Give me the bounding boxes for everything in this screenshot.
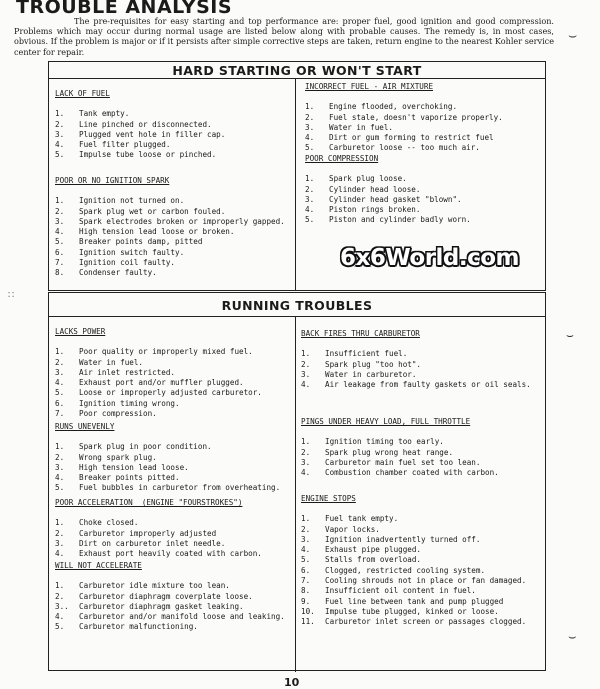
- list-item: [301, 370, 531, 380]
- list-item: [301, 597, 526, 607]
- engine-stops-section: [301, 494, 526, 628]
- list-item: [55, 399, 262, 409]
- item-number: 3.: [55, 216, 65, 226]
- list-item: [305, 174, 471, 184]
- item-number: 3.: [301, 369, 311, 379]
- item-number: 4.: [301, 468, 311, 478]
- item-number: 6.: [55, 247, 65, 257]
- scan-mark-icon: ⌣: [568, 28, 578, 44]
- item-number: 3.: [305, 122, 315, 132]
- lack-of-fuel-section: [55, 89, 225, 161]
- item-number: 4.: [55, 227, 65, 237]
- hard-starting-title: HARD STARTING OR WON'T START: [172, 63, 422, 78]
- item-number: 3.: [55, 538, 65, 548]
- item-number: 4.: [55, 549, 65, 559]
- list-item: [55, 109, 225, 119]
- item-number: 3.: [55, 367, 65, 377]
- item-text: Spark plug "too hot".: [325, 359, 422, 369]
- list-item: [55, 120, 225, 130]
- item-text: Impulse tube plugged, kinked or loose.: [325, 606, 499, 616]
- item-text: Wrong spark plug.: [79, 452, 157, 462]
- item-text: Insufficient oil content in fuel.: [325, 586, 476, 596]
- list-item: [301, 468, 499, 478]
- list-item: [55, 268, 285, 278]
- list-item: [55, 409, 262, 419]
- item-number: 4.: [305, 133, 315, 143]
- list-item: [55, 378, 262, 388]
- list-item: [305, 185, 471, 195]
- list-item: [55, 130, 225, 140]
- item-text: Fuel stale, doesn't vaporize properly.: [329, 112, 503, 122]
- item-text: Choke closed.: [79, 518, 139, 528]
- item-text: Dirt or gum forming to restrict fuel: [329, 133, 494, 143]
- poor-compression-section: [305, 154, 471, 226]
- item-number: 2.: [301, 524, 311, 534]
- item-number: 1.: [305, 102, 315, 112]
- item-text: High tension lead loose.: [79, 462, 189, 472]
- column-divider: [295, 317, 296, 672]
- list-item: [301, 586, 526, 596]
- item-text: Water in fuel.: [79, 357, 144, 367]
- item-text: Combustion chamber coated with carbon.: [325, 468, 499, 478]
- item-number: 2.: [301, 447, 311, 457]
- item-text: Tank empty.: [79, 109, 130, 119]
- list-item: [55, 442, 280, 452]
- item-text: Carburetor loose -- too much air.: [329, 143, 480, 153]
- section-heading: POOR OR NO IGNITION SPARK: [55, 176, 170, 185]
- list-item: [301, 576, 526, 586]
- item-text: Fuel tank empty.: [325, 514, 399, 524]
- list-item: [305, 123, 503, 133]
- poor-acceleration-section: [55, 498, 262, 559]
- item-number: 5.: [55, 150, 65, 160]
- section-heading: LACK OF FUEL: [55, 89, 110, 98]
- item-number: 1.: [55, 109, 65, 119]
- list-item: [55, 529, 262, 539]
- item-number: 4.: [55, 378, 65, 388]
- item-text: Ignition inadvertently turned off.: [325, 534, 481, 544]
- item-text: Fuel filter plugged.: [79, 140, 171, 150]
- item-number: 1.: [301, 349, 311, 359]
- title-divider: [49, 78, 545, 79]
- item-text: Exhaust port heavily coated with carbon.: [79, 549, 262, 559]
- list-item: [301, 514, 526, 524]
- list-item: [55, 592, 285, 602]
- list-item: [55, 217, 285, 227]
- item-number: 2.: [55, 591, 65, 601]
- item-text: Dirt on carburetor inlet needle.: [79, 538, 226, 548]
- item-number: 5.: [55, 483, 65, 493]
- item-number: 3.: [55, 462, 65, 472]
- list-item: [301, 458, 499, 468]
- incorrect-mixture-section: [305, 82, 503, 154]
- item-number: 3..: [55, 601, 69, 611]
- list-item: [301, 617, 526, 627]
- item-text: Ignition switch faulty.: [79, 247, 185, 257]
- column-divider: [295, 79, 296, 291]
- item-text: Ignition not turned on.: [79, 196, 185, 206]
- item-text: Carburetor and/or manifold loose and leaking.: [79, 612, 285, 622]
- list-item: [301, 566, 526, 576]
- item-number: 5.: [305, 143, 315, 153]
- item-number: 10.: [301, 606, 315, 616]
- item-number: 4.: [55, 140, 65, 150]
- section-heading: ENGINE STOPS: [301, 494, 356, 503]
- list-item: [301, 437, 499, 447]
- list-item: [55, 237, 285, 247]
- item-text: Stalls from overload.: [325, 555, 422, 565]
- item-number: 3.: [305, 194, 315, 204]
- item-number: 3.: [55, 129, 65, 139]
- item-number: 11.: [301, 617, 315, 627]
- list-item: [301, 525, 526, 535]
- list-item: [55, 196, 285, 206]
- list-item: [55, 258, 285, 268]
- list-item: [55, 358, 262, 368]
- item-number: 2.: [55, 528, 65, 538]
- item-text: Spark plug wrong heat range.: [325, 447, 454, 457]
- item-number: 4.: [301, 545, 311, 555]
- item-text: Cylinder head loose.: [329, 184, 421, 194]
- title-divider: [49, 316, 545, 317]
- list-item: [55, 150, 225, 160]
- list-item: [305, 113, 503, 123]
- pings-section: [301, 417, 499, 478]
- section-heading: INCORRECT FUEL - AIR MIXTURE: [305, 82, 434, 91]
- scan-mark-icon: ⌣: [566, 328, 574, 342]
- item-text: Air leakage from faulty gaskets or oil seals.: [325, 380, 531, 390]
- item-text: Carburetor inlet screen or passages clogged.: [325, 617, 527, 627]
- list-item: [305, 215, 471, 225]
- item-text: Plugged vent hole in filler cap.: [79, 129, 226, 139]
- list-item: [301, 607, 526, 617]
- item-number: 8.: [55, 268, 65, 278]
- list-item: [55, 483, 280, 493]
- list-item: [301, 555, 526, 565]
- item-text: Cylinder head gasket "blown".: [329, 194, 462, 204]
- section-heading: POOR COMPRESSION: [305, 154, 379, 163]
- list-item: [301, 535, 526, 545]
- item-number: 3.: [301, 457, 311, 467]
- item-number: 1.: [301, 514, 311, 524]
- list-item: [305, 195, 471, 205]
- list-item: [301, 545, 526, 555]
- item-text: Poor quality or improperly mixed fuel.: [79, 347, 253, 357]
- item-number: 1.: [301, 437, 311, 447]
- item-text: Fuel line between tank and pump plugged: [325, 596, 504, 606]
- item-number: 2.: [301, 359, 311, 369]
- item-text: Vapor locks.: [325, 524, 380, 534]
- item-text: Fuel bubbles in carburetor from overheating.: [79, 483, 281, 493]
- item-text: Water in fuel.: [329, 122, 394, 132]
- item-number: 2.: [55, 452, 65, 462]
- item-text: Spark plug in poor condition.: [79, 442, 212, 452]
- list-item: [55, 612, 285, 622]
- item-text: Clogged, restricted cooling system.: [325, 565, 486, 575]
- item-text: Water in carburetor.: [325, 369, 417, 379]
- list-item: [55, 463, 280, 473]
- list-item: [55, 549, 262, 559]
- list-item: [55, 347, 262, 357]
- item-text: Engine flooded, overchoking.: [329, 102, 458, 112]
- item-number: 6.: [55, 398, 65, 408]
- item-text: Carburetor idle mixture too lean.: [79, 581, 230, 591]
- item-text: Carburetor main fuel set too lean.: [325, 457, 481, 467]
- watermark: 6x6World.com: [340, 245, 520, 271]
- item-number: 1.: [305, 174, 315, 184]
- section-heading: POOR ACCELERATION (ENGINE "FOURSTROKES"): [55, 498, 243, 507]
- item-number: 1.: [55, 196, 65, 206]
- item-text: Ignition coil faulty.: [79, 258, 176, 268]
- item-text: Air inlet restricted.: [79, 367, 176, 377]
- item-text: Spark electrodes broken or improperly gapped.: [79, 216, 285, 226]
- item-number: 9.: [301, 596, 311, 606]
- item-text: Carburetor diaphragm gasket leaking.: [79, 601, 244, 611]
- list-item: [55, 207, 285, 217]
- item-text: Piston and cylinder badly worn.: [329, 215, 471, 225]
- list-item: [305, 133, 503, 143]
- list-item: [55, 368, 262, 378]
- item-number: 3.: [301, 534, 311, 544]
- section-heading: PINGS UNDER HEAVY LOAD, FULL THROTTLE: [301, 417, 471, 426]
- item-text: Ignition timing wrong.: [79, 398, 180, 408]
- running-troubles-title: RUNNING TROUBLES: [221, 298, 373, 313]
- item-number: 5.: [305, 215, 315, 225]
- item-text: Spark plug loose.: [329, 174, 407, 184]
- item-text: Carburetor improperly adjusted: [79, 528, 217, 538]
- list-item: [55, 473, 280, 483]
- item-number: 4.: [305, 205, 315, 215]
- item-text: Ignition timing too early.: [325, 437, 444, 447]
- item-number: 1.: [55, 518, 65, 528]
- item-number: 2.: [305, 112, 315, 122]
- list-item: [301, 360, 531, 370]
- item-number: 2.: [305, 184, 315, 194]
- section-heading: LACKS POWER: [55, 327, 106, 336]
- item-number: 2.: [55, 357, 65, 367]
- lacks-power-section: [55, 327, 262, 419]
- item-text: Carburetor malfunctioning.: [79, 622, 198, 632]
- item-text: Poor compression.: [79, 409, 157, 419]
- runs-unevenly-section: [55, 422, 280, 494]
- section-heading: WILL NOT ACCELERATE: [55, 561, 142, 570]
- item-text: Piston rings broken.: [329, 205, 421, 215]
- list-item: [301, 448, 499, 458]
- list-item: [55, 388, 262, 398]
- page-number: 10: [284, 676, 300, 689]
- list-item: [55, 622, 285, 632]
- item-number: 4.: [55, 612, 65, 622]
- item-text: Cooling shrouds not in place or fan damaged.: [325, 576, 527, 586]
- back-fires-section: [301, 329, 531, 390]
- running-troubles-box: [48, 292, 546, 671]
- item-text: Exhaust pipe plugged.: [325, 545, 422, 555]
- item-number: 4.: [301, 380, 311, 390]
- item-number: 5.: [301, 555, 311, 565]
- item-number: 8.: [301, 586, 311, 596]
- item-text: Insufficient fuel.: [325, 349, 408, 359]
- item-text: Breaker points pitted.: [79, 473, 180, 483]
- item-number: 1.: [55, 581, 65, 591]
- item-number: 5.: [55, 237, 65, 247]
- item-number: 7.: [301, 576, 311, 586]
- item-text: Exhaust port and/or muffler plugged.: [79, 378, 244, 388]
- item-text: Impulse tube loose or pinched.: [79, 150, 217, 160]
- list-item: [55, 581, 285, 591]
- list-item: [55, 227, 285, 237]
- item-text: Spark plug wet or carbon fouled.: [79, 206, 226, 216]
- item-number: 2.: [55, 206, 65, 216]
- list-item: [305, 102, 503, 112]
- list-item: [301, 349, 531, 359]
- item-text: Loose or improperly adjusted carburetor.: [79, 388, 262, 398]
- scan-mark-icon: ⌣: [568, 630, 577, 645]
- item-number: 2.: [55, 119, 65, 129]
- item-text: Carburetor diaphragm coverplate loose.: [79, 591, 253, 601]
- item-text: Line pinched or disconnected.: [79, 119, 212, 129]
- list-item: [305, 143, 503, 153]
- list-item: [55, 602, 285, 612]
- list-item: [301, 380, 531, 390]
- scan-speck-icon: ∷: [8, 290, 15, 301]
- poor-spark-section: [55, 176, 285, 279]
- list-item: [55, 140, 225, 150]
- item-number: 5.: [55, 388, 65, 398]
- section-heading: RUNS UNEVENLY: [55, 422, 115, 431]
- item-number: 7.: [55, 409, 65, 419]
- intro-paragraph: The pre-requisites for easy starting and top performance are: proper fuel, good ignition and good compression. Problems which may occur during normal usage are listed below along with probable causes. The remedy is, in most cases, obvious. If the problem is major or if it persists after simple corrective steps are taken, return engine to the nearest Kohler service center for repair.: [14, 16, 554, 57]
- item-text: Condenser faulty.: [79, 268, 157, 278]
- item-number: 5.: [55, 622, 65, 632]
- item-number: 7.: [55, 258, 65, 268]
- item-number: 4.: [55, 473, 65, 483]
- section-heading: BACK FIRES THRU CARBURETOR: [301, 329, 420, 338]
- item-number: 6.: [301, 565, 311, 575]
- list-item: [55, 248, 285, 258]
- list-item: [55, 453, 280, 463]
- item-text: High tension lead loose or broken.: [79, 227, 235, 237]
- list-item: [55, 539, 262, 549]
- will-not-accelerate-section: [55, 561, 285, 633]
- list-item: [55, 518, 262, 528]
- item-number: 1.: [55, 347, 65, 357]
- item-text: Breaker points damp, pitted: [79, 237, 203, 247]
- list-item: [305, 205, 471, 215]
- item-number: 1.: [55, 442, 65, 452]
- page-title: TROUBLE ANALYSIS: [16, 0, 233, 18]
